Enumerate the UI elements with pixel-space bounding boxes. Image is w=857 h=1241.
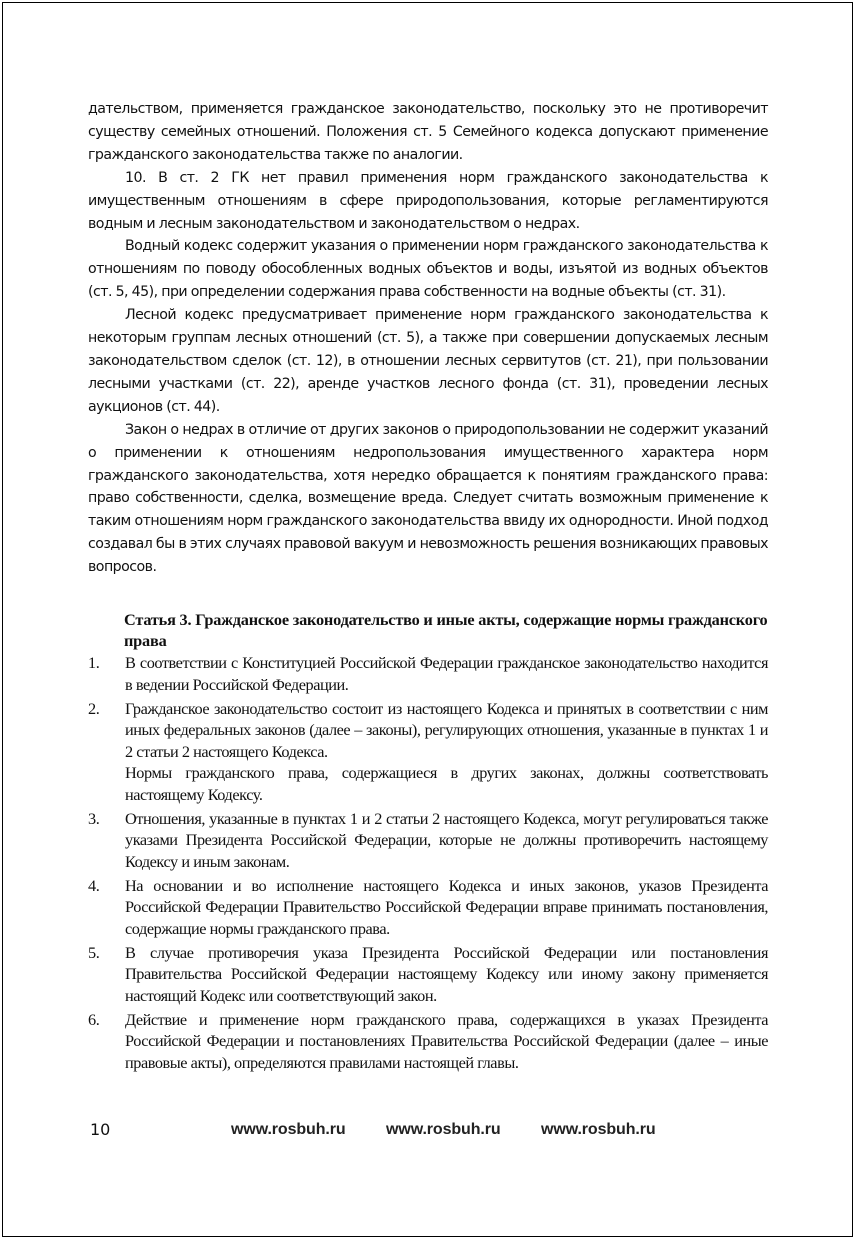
item-text: Гражданское законодательство состоит из настоящего Кодекса и принятых в соответствии с ним иных федеральных законов (далее – законы), регулирующих отношения, указанные в пунктах 1 и 2 статьи 2 настоящего Кодекса. bbox=[125, 698, 768, 761]
paragraph-continuation: дательством, применяется гражданское законодательство, поскольку это не противоречит существу семейных отношений. Положения ст. 5 Семейного кодекса допускают применение гражданского законодательства также по аналогии. bbox=[88, 101, 768, 163]
item-number: 3. bbox=[88, 808, 100, 828]
footer-site-link[interactable]: www.rosbuh.ru bbox=[386, 1121, 501, 1138]
page-body bbox=[88, 98, 768, 1073]
item-text: На основании и во исполнение настоящего Кодекса и иных законов, указов Президента Российской Федерации Правительство Российской Федерации вправе принимать постановления, содержащие нормы гражданского права. bbox=[125, 875, 768, 938]
footer-site-link[interactable]: www.rosbuh.ru bbox=[541, 1121, 656, 1138]
list-item bbox=[88, 875, 768, 940]
list-item bbox=[88, 808, 768, 873]
item-text: Действие и применение норм гражданского права, содержащихся в указах Президента Российской Федерации и постановлениях Правительства Российской Федерации (далее – иные правовые акты), определяются правилами настоящей главы. bbox=[125, 1009, 768, 1072]
article-items bbox=[88, 652, 768, 1073]
list-item bbox=[88, 698, 768, 806]
paragraph-civil-code-natural-resources: 10. В ст. 2 ГК нет правил применения норм гражданского законодательства к имущественным отношениям в сфере природопользования, которые регламентируются водным и лесным законодательством и законодательством о недрах. bbox=[88, 169, 768, 232]
item-number: 2. bbox=[88, 698, 100, 718]
item-number: 4. bbox=[88, 875, 100, 895]
item-text: Отношения, указанные в пунктах 1 и 2 статьи 2 настоящего Кодекса, могут регулироваться также указами Президента Российской Федерации, которые не должны противоречить настоящему Кодексу и иным законам. bbox=[125, 808, 768, 871]
item-number: 1. bbox=[88, 653, 100, 673]
list-item bbox=[88, 652, 768, 695]
article-heading: Статья 3. Гражданское законодательство и иные акты, содержащие нормы гражданского права bbox=[124, 610, 768, 651]
item-number: 5. bbox=[88, 942, 100, 962]
paragraph-forest-code: Лесной кодекс предусматривает применение норм гражданского законодательства к некоторым группам лесных отношений (ст. 5), а также при совершении допускаемых лесным законодательством сделок (ст. 12), в отношении лесных сервитутов (ст. 21), при пользовании лесными участками (ст. 22), аренде участков лесного фонда (ст. 31), проведении лесных аукционов (ст. 44). bbox=[88, 307, 768, 415]
page-footer bbox=[88, 1120, 768, 1146]
list-item bbox=[88, 1009, 768, 1074]
paragraph-subsoil-law: Закон о недрах в отличие от других законов о природопользовании не содержит указаний о применении к отношениям недропользования имущественного характера норм гражданского законодательства, хотя нередко обращается к понятиям гражданского права: право собственности, сделка, возмещение вреда. Следует считать возможным применение к таким отношениям норм гражданского законодательства ввиду их однородности. Иной подход создавал бы в этих случаях правовой вакуум и невозможность решения возникающих правовых вопросов. bbox=[88, 421, 768, 576]
item-number: 6. bbox=[88, 1009, 100, 1029]
list-item bbox=[88, 942, 768, 1007]
item-text: В соответствии с Конституцией Российской Федерации гражданское законодательство находится в ведении Российской Федерации. bbox=[125, 653, 768, 694]
page-number: 10 bbox=[90, 1120, 111, 1139]
item-text: В случае противоречия указа Президента Российской Федерации или постановления Правительства Российской Федерации настоящему Кодексу или иному закону применяется настоящий Кодекс или соответствующий закон. bbox=[125, 942, 768, 1005]
item-extra-text: Нормы гражданского права, содержащиеся в других законах, должны соответствовать настоящему Кодексу. bbox=[125, 763, 768, 804]
paragraph-water-code: Водный кодекс содержит указания о применении норм гражданского законодательства к отношениям по поводу обособленных водных объектов и воды, изъятой из водных объектов (ст. 5, 45), при определении содержания права собственности на водные объекты (ст. 31). bbox=[88, 238, 768, 301]
footer-site-link[interactable]: www.rosbuh.ru bbox=[231, 1121, 346, 1138]
